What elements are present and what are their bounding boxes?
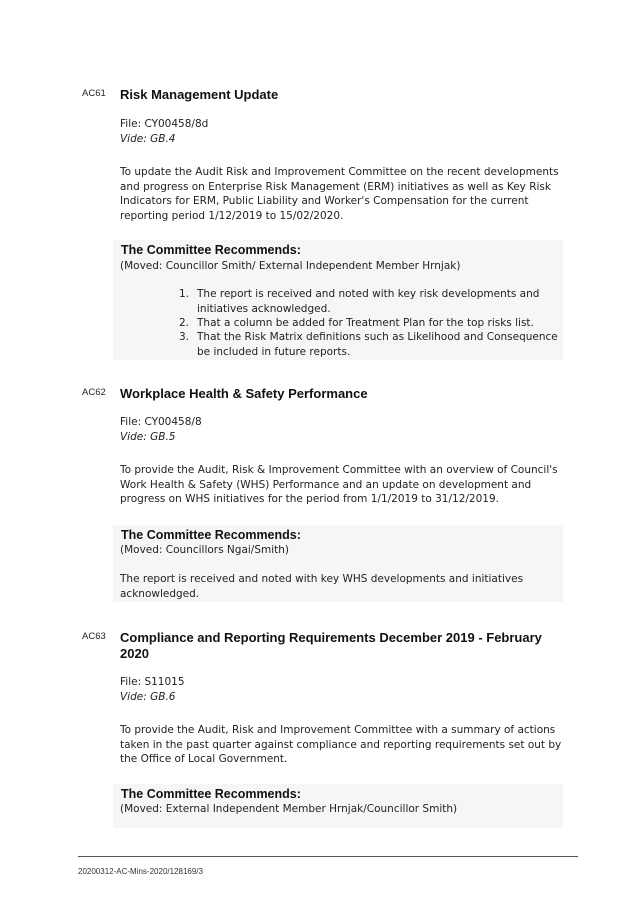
list-text: That a column be added for Treatment Plan for the top risks list.: [197, 317, 534, 329]
item-meta: [120, 415, 202, 445]
recommendation-heading: The Committee Recommends:: [121, 787, 301, 801]
list-number: 1.: [179, 288, 190, 300]
item-meta: [120, 675, 185, 705]
recommendation-box: [113, 525, 563, 602]
vide-reference: Vide: GB.4: [120, 133, 176, 145]
list-text: The report is received and noted with key risk developments and initiatives acknowledged.: [197, 288, 540, 315]
item-code: AC63: [82, 631, 106, 642]
footer-divider: [78, 856, 578, 857]
recommendation-box: [113, 784, 563, 828]
moved-by: (Moved: Councillors Ngai/Smith): [120, 544, 290, 556]
list-text: That the Risk Matrix definitions such as Likelihood and Consequence be included in future reports.: [197, 331, 558, 358]
list-number: 2.: [179, 317, 190, 329]
resolution-text: The report is received and noted with key WHS developments and initiatives acknowledged.: [120, 573, 524, 600]
moved-by: (Moved: Councillor Smith/ External Independent Member Hrnjak): [120, 260, 461, 272]
item-meta: [120, 117, 208, 147]
file-reference: File: CY00458/8: [120, 416, 202, 428]
item-code: AC62: [82, 387, 106, 398]
moved-by: (Moved: External Independent Member Hrnjak/Councillor Smith): [120, 803, 458, 815]
item-code: AC61: [82, 88, 106, 99]
file-reference: File: CY00458/8d: [120, 118, 209, 130]
item-description: To provide the Audit, Risk & Improvement Committee with an overview of Council's Work Health & Safety (WHS) Performance and an update on development and progress on WHS initiatives for the period from 1/1/2019 to 31/12/2019.: [120, 464, 558, 505]
item-description: To provide the Audit, Risk and Improvement Committee with a summary of actions taken in the past quarter against compliance and reporting requirements set out by the Office of Local Government.: [120, 724, 562, 765]
recommendation-heading: The Committee Recommends:: [121, 528, 301, 542]
item-title: Compliance and Reporting Requirements December 2019 - February 2020: [120, 630, 542, 661]
list-number: 3.: [179, 331, 190, 343]
vide-reference: Vide: GB.5: [120, 431, 176, 443]
item-title: Risk Management Update: [120, 87, 279, 102]
item-description: To update the Audit Risk and Improvement Committee on the recent developments and progress on Enterprise Risk Management (ERM) initiatives as well as Key Risk Indicators for ERM, Public Liability and Worker's Compensation for the current reporting period 1/12/2019 to 15/02/2020.: [120, 166, 559, 222]
recommendation-box: [113, 240, 563, 360]
file-reference: File: S11015: [120, 676, 185, 688]
vide-reference: Vide: GB.6: [120, 691, 176, 703]
document-reference: 20200312-AC-Mins-2020/128169/3: [78, 867, 203, 876]
item-title: Workplace Health & Safety Performance: [120, 386, 368, 401]
recommendation-heading: The Committee Recommends:: [121, 243, 301, 257]
